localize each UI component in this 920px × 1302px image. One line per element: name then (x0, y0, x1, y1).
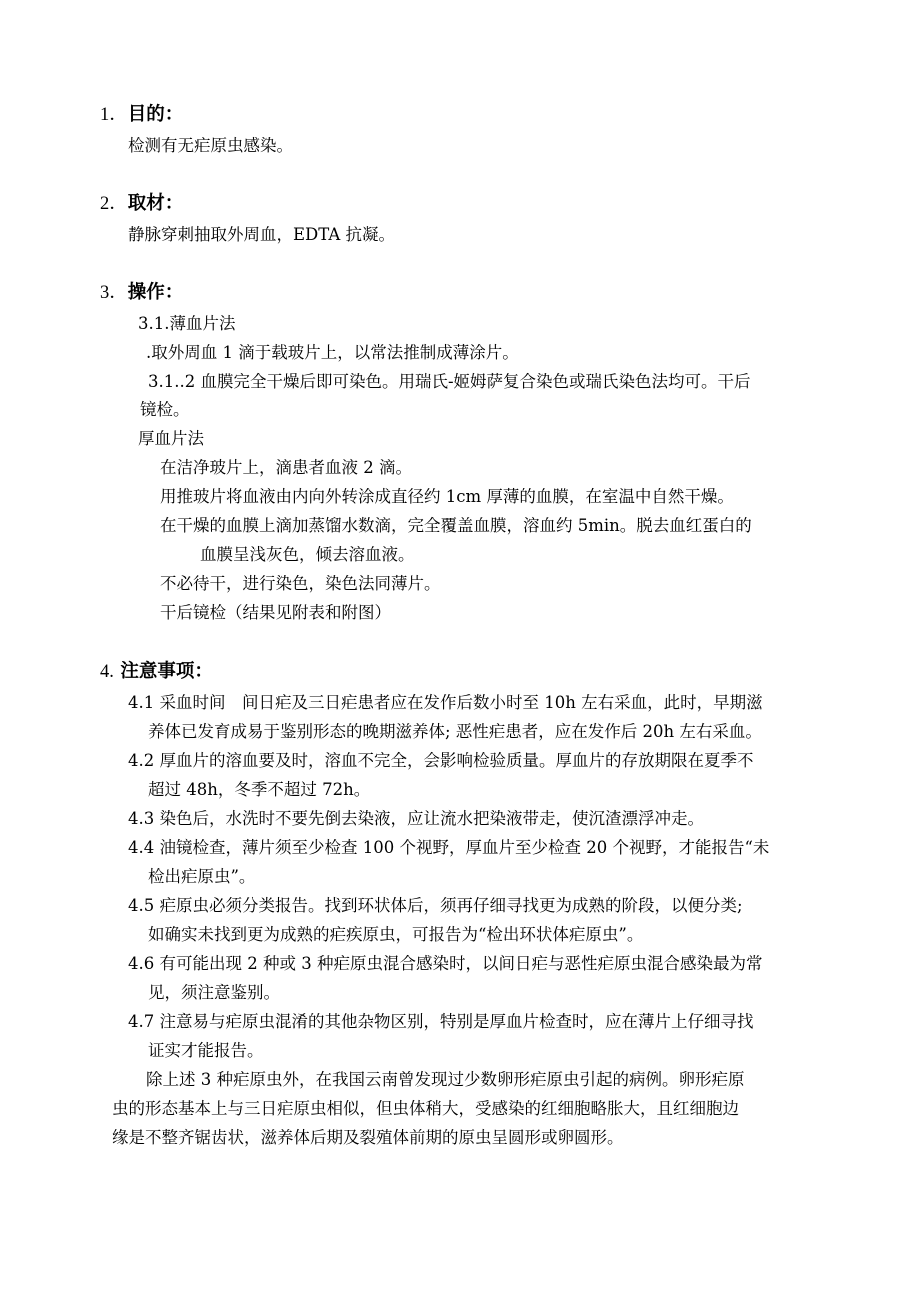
section-number: 2． (100, 194, 128, 214)
paragraph-line: 血膜呈浅灰色，倾去溶血液。 (200, 545, 415, 564)
note-line: 4.2 厚血片的溶血要及时，溶血不完全，会影响检验质量。厚血片的存放期限在夏季不 (128, 751, 754, 770)
note-line: 4.6 有可能出现 2 种或 3 种疟原虫混合感染时，以间日疟与恶性疟原虫混合感染最为常 (128, 954, 763, 973)
paragraph-line: 镜检。 (140, 400, 190, 419)
subsection-heading: 3.1.薄血片法 (138, 314, 236, 333)
note-line: 证实才能报告。 (148, 1041, 264, 1060)
note-line: 养体已发育成易于鉴别形态的晚期滋养体; 恶性疟患者，应在发作后 20h 左右采血。 (148, 722, 762, 741)
paragraph-line: 在洁净玻片上，滴患者血液 2 滴。 (160, 458, 412, 477)
section-number: 4. (100, 662, 114, 682)
purpose-text: 检测有无疟原虫感染。 (128, 136, 293, 155)
note-paragraph-line: 虫的形态基本上与三日疟原虫相似，但虫体稍大，受感染的红细胞略胀大，且红细胞边 (112, 1099, 739, 1118)
note-line: 4.3 染色后，水洗时不要先倒去染液，应让流水把染液带走，使沉渣漂浮冲走。 (128, 809, 704, 828)
note-line: 4.1 采血时间 间日疟及三日疟患者应在发作后数小时至 10h 左右采血，此时，早期滋 (128, 693, 763, 712)
note-line: 检出疟原虫”。 (148, 867, 256, 886)
subsection-heading: 厚血片法 (138, 429, 204, 448)
note-line: 4.4 油镜检查，薄片须至少检查 100 个视野，厚血片至少检查 20 个视野，才能报告“未 (128, 838, 770, 857)
section-title: 取材： (127, 193, 184, 214)
paragraph-line: 不必待干，进行染色，染色法同薄片。 (160, 574, 441, 593)
section-1-heading (100, 104, 183, 126)
section-3-heading (100, 282, 183, 304)
section-title: 操作： (127, 282, 184, 303)
section-4-heading (100, 661, 213, 683)
note-line: 4.5 疟原虫必须分类报告。找到环状体后，须再仔细寻找更为成熟的阶段，以便分类; (128, 896, 743, 915)
section-number: 3． (100, 283, 128, 303)
material-text: 静脉穿刺抽取外周血，EDTA 抗凝。 (128, 225, 396, 244)
section-2-heading (100, 193, 183, 215)
paragraph-line: 在干燥的血膜上滴加蒸馏水数滴，完全覆盖血膜，溶血约 5min。脱去血红蛋白的 (160, 516, 752, 535)
section-title: 目的： (127, 104, 184, 125)
note-paragraph-line: 除上述 3 种疟原虫外，在我国云南曾发现过少数卵形疟原虫引起的病例。卵形疟原 (146, 1070, 745, 1089)
section-title: 注意事项： (120, 661, 213, 682)
paragraph-line: 干后镜检（结果见附表和附图） (160, 603, 391, 622)
note-paragraph-line: 缘是不整齐锯齿状，滋养体后期及裂殖体前期的原虫呈圆形或卵圆形。 (112, 1128, 624, 1147)
paragraph-line: 3.1..2 血膜完全干燥后即可染色。用瑞氏-姬姆萨复合染色或瑞氏染色法均可。干后 (148, 372, 751, 391)
paragraph-line: .取外周血 1 滴于载玻片上，以常法推制成薄涂片。 (146, 343, 519, 362)
note-line: 见，须注意鉴别。 (148, 983, 280, 1002)
note-line: 超过 48h，冬季不超过 72h。 (148, 780, 371, 799)
section-number: 1． (100, 105, 128, 125)
note-line: 如确实未找到更为成熟的疟疾原虫，可报告为“检出环状体疟原虫”。 (148, 925, 644, 944)
note-line: 4.7 注意易与疟原虫混淆的其他杂物区别，特别是厚血片检查时，应在薄片上仔细寻找 (128, 1012, 754, 1031)
paragraph-line: 用推玻片将血液由内向外转涂成直径约 1cm 厚薄的血膜，在室温中自然干燥。 (160, 487, 734, 506)
